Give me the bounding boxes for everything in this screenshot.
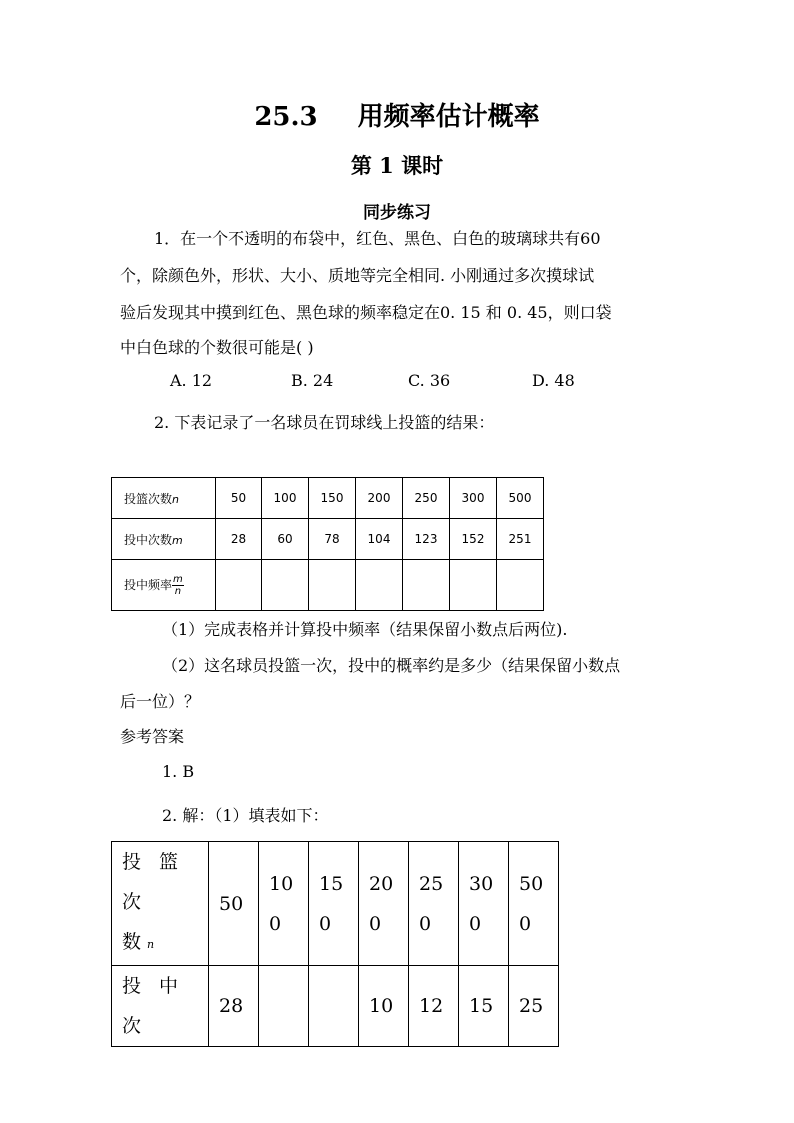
table-cell: 15 xyxy=(459,966,509,1047)
table-row xyxy=(112,966,559,1047)
q2-sub1: （1）完成表格并计算投中频率（结果保留小数点后两位). xyxy=(162,620,568,639)
fraction: $\frac{m}{n}$ xyxy=(173,573,183,597)
q1-option-a: A. 12 xyxy=(170,371,213,390)
table-cell: 20 0 xyxy=(359,842,409,966)
table-row xyxy=(112,478,544,519)
exercise-heading: 同步练习 xyxy=(363,203,431,223)
table-cell: 50 xyxy=(209,842,259,966)
table-cell: 500 xyxy=(497,478,544,519)
table-cell: 250 xyxy=(403,478,450,519)
q2-sub2-line2: 后一位）？ xyxy=(120,692,201,711)
table-cell: 150 xyxy=(309,478,356,519)
blank-cell xyxy=(309,560,356,611)
row-label-hits: 投 中 次 xyxy=(112,966,209,1047)
blank-cell xyxy=(262,560,309,611)
table-cell: 28 xyxy=(216,519,262,560)
table-cell: 300 xyxy=(450,478,497,519)
answer-table xyxy=(111,841,559,1047)
answer-2-intro: 2. 解：（1）填表如下： xyxy=(162,806,329,825)
q2-sub2-line1: （2）这名球员投篮一次，投中的概率约是多少（结果保留小数点 xyxy=(162,656,621,675)
table-cell: 123 xyxy=(403,519,450,560)
table-cell: 200 xyxy=(356,478,403,519)
q1-line-1: 1．在一个不透明的布袋中，红色、黑色、白色的玻璃球共有60 xyxy=(154,229,601,248)
q2-intro: 2. 下表记录了一名球员在罚球线上投篮的结果： xyxy=(154,413,495,432)
table-cell: 28 xyxy=(209,966,259,1047)
table-row xyxy=(112,519,544,560)
q1-option-b: B. 24 xyxy=(291,371,334,390)
page-title xyxy=(0,96,794,133)
shooting-table xyxy=(111,477,544,611)
row-label-hits: 投中次数m xyxy=(112,519,216,560)
table-cell: 30 0 xyxy=(459,842,509,966)
table-cell: 60 xyxy=(262,519,309,560)
lesson-heading: 第 1 课时 xyxy=(350,153,444,178)
q1-option-c: C. 36 xyxy=(408,371,451,390)
table-cell xyxy=(309,966,359,1047)
q1-line-2: 个，除颜色外，形状、大小、质地等完全相同. 小刚通过多次摸球试 xyxy=(120,266,595,285)
table-cell: 10 xyxy=(359,966,409,1047)
blank-cell xyxy=(356,560,403,611)
blank-cell xyxy=(450,560,497,611)
table-cell: 78 xyxy=(309,519,356,560)
answer-1: 1. B xyxy=(162,762,195,781)
row-label-frequency: 投中频率 $\frac{m}{n}$ xyxy=(112,560,216,611)
table-cell: 15 0 xyxy=(309,842,359,966)
table-cell: 10 0 xyxy=(259,842,309,966)
blank-cell xyxy=(216,560,262,611)
table-cell: 50 0 xyxy=(509,842,559,966)
table-cell: 152 xyxy=(450,519,497,560)
q1-line-3: 验后发现其中摸到红色、黑色球的频率稳定在0. 15 和 0. 45，则口袋 xyxy=(120,303,612,322)
table-cell xyxy=(259,966,309,1047)
blank-cell xyxy=(497,560,544,611)
section-number: 25.3 xyxy=(254,102,318,132)
table-cell: 104 xyxy=(356,519,403,560)
table-cell: 50 xyxy=(216,478,262,519)
q1-line-4: 中白色球的个数很可能是( ) xyxy=(120,338,314,357)
table-cell: 25 xyxy=(509,966,559,1047)
table-cell: 12 xyxy=(409,966,459,1047)
row-label-attempts: 投 篮 次 数n xyxy=(112,842,209,966)
q1-option-d: D. 48 xyxy=(532,371,575,390)
table-cell: 251 xyxy=(497,519,544,560)
table-row xyxy=(112,842,559,966)
table-cell: 25 0 xyxy=(409,842,459,966)
blank-cell xyxy=(403,560,450,611)
section-title: 用频率估计概率 xyxy=(357,102,540,132)
answers-heading: 参考答案 xyxy=(120,727,185,746)
table-cell: 100 xyxy=(262,478,309,519)
row-label-attempts: 投篮次数n xyxy=(112,478,216,519)
table-row xyxy=(112,560,544,611)
